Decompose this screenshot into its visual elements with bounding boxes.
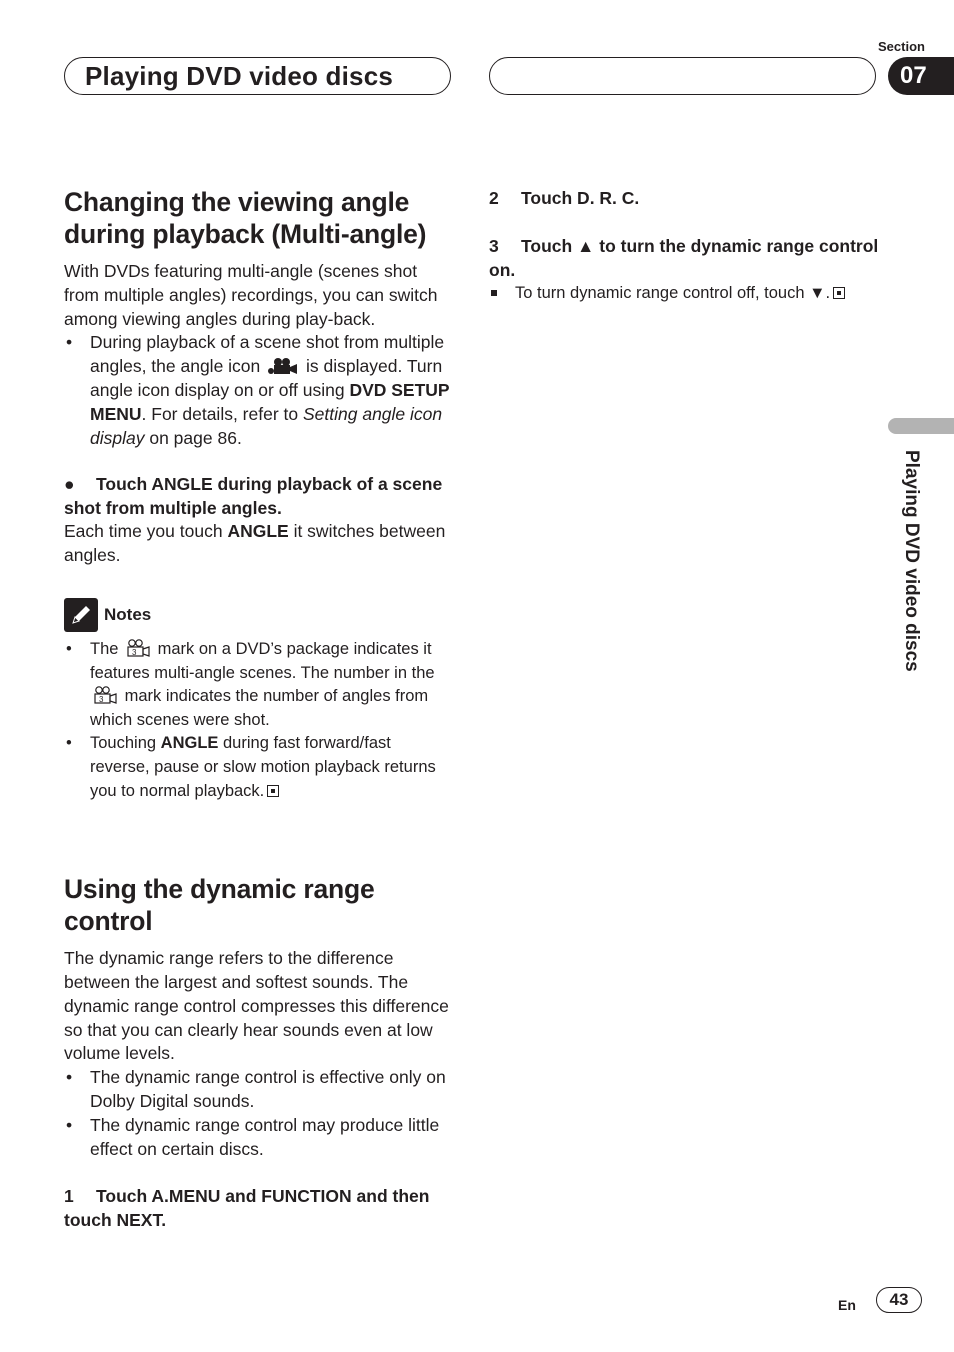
note-item-1: • The 3 mark on a DVD’s package indicates it features multi-angle scenes. The number in the 3 mark indicates the number of angles from which scenes were shot. xyxy=(64,638,454,732)
multi-angle-mark-icon xyxy=(126,639,150,657)
header-title-pill xyxy=(64,57,451,95)
page-number: 43 xyxy=(876,1287,922,1313)
drc-step-1: 1 Touch A.MENU and FUNCTION and then touch NEXT. xyxy=(64,1186,430,1231)
angle-camera-icon xyxy=(268,357,298,375)
end-mark-icon xyxy=(267,785,279,797)
header-title: Playing DVD video discs xyxy=(85,61,394,91)
drc-step-3-note: To turn dynamic range control off, touch ▼. xyxy=(489,282,879,305)
multi-angle-intro: With DVDs featuring multi-angle (scenes shot from multiple angles) recordings, you can switch among viewing angles during play-back. xyxy=(64,261,438,329)
svg-text:3: 3 xyxy=(99,695,104,705)
drc-bullet-2: • The dynamic range control may produce little effect on certain discs. xyxy=(64,1114,454,1162)
multi-angle-bullet: • During playback of a scene shot from multiple angles, the angle icon is displayed. Turn angle icon display on or off using DVD SETUP MENU. For details, refer to Setting angle icon display on page 86. xyxy=(64,331,454,450)
section-number: 07 xyxy=(888,57,954,95)
end-mark-icon xyxy=(833,287,845,299)
footer-language: En xyxy=(838,1297,856,1313)
header-empty-pill xyxy=(489,57,876,95)
right-column xyxy=(489,186,879,305)
multi-angle-heading: Changing the viewing angle during playback (Multi-angle) xyxy=(64,187,427,249)
multi-angle-step: ● Touch ANGLE during playback of a scene shot from multiple angles. xyxy=(64,474,443,519)
notes-header: Notes xyxy=(64,598,454,632)
multi-angle-step-desc: Each time you touch ANGLE it switches between angles. xyxy=(64,521,446,566)
svg-text:3: 3 xyxy=(132,647,137,657)
bullet-dot-icon: ● xyxy=(64,474,75,495)
side-tab-bar xyxy=(888,418,954,434)
section-label: Section xyxy=(878,39,925,54)
note-item-2: • Touching ANGLE during fast forward/fast reverse, pause or slow motion playback returns you to normal playback. xyxy=(64,732,454,803)
drc-intro: The dynamic range refers to the difference between the largest and softest sounds. The dynamic range control compresses this difference so that you can clearly hear sounds even at low volume levels. xyxy=(64,948,449,1064)
side-tab-text: Playing DVD video discs xyxy=(901,450,922,672)
drc-heading: Using the dynamic range control xyxy=(64,874,375,937)
multi-angle-mark-icon xyxy=(93,686,117,704)
drc-step-2: 2 Touch D. R. C. xyxy=(489,188,640,208)
left-column xyxy=(64,186,454,1232)
drc-step-3: 3 Touch ▲ to turn the dynamic range control on. xyxy=(489,236,879,280)
pencil-icon xyxy=(64,598,98,632)
drc-bullet-1: • The dynamic range control is effective only on Dolby Digital sounds. xyxy=(64,1066,454,1114)
